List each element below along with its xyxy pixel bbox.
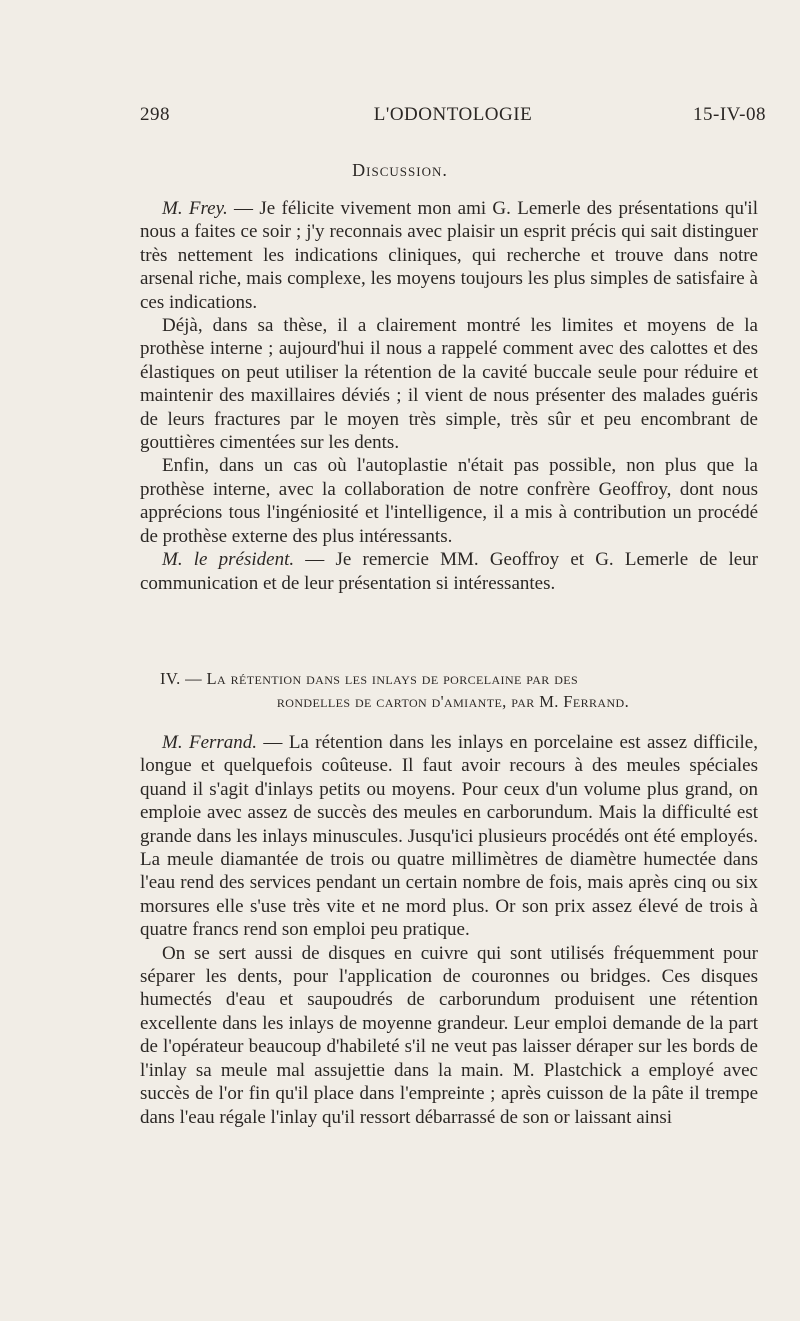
discussion-heading: Discussion. [352,160,448,180]
section-text [140,731,758,1129]
paragraph [140,197,758,314]
section-heading [140,667,766,713]
paragraph-text: — Je félicite vivement mon ami G. Lemerle des présentations qu'il nous a faites ce soir ; j'y reconnais avec plaisir un esprit précis qui sait distinguer très nettement les indications cliniques, qui recherche et trouve dans notre arsenal riche, mais complexe, les moyens toujours les plus simples de satisfaire à ces indications. [140,198,758,313]
paragraph-text: — La rétention dans les inlays en porcelaine est assez difficile, longue et quelquefois coûteuse. Il faut avoir recours à des meules spéciales quand il s'agit d'inlays petits ou moyens. Pour ceux d'un volume plus grand, on emploie avec assez de succès des meules en carborundum. Mais la difficulté est grande dans les inlays minuscules. Jusqu'ici plusieurs procédés ont été employés. La meule diamantée de trois ou quatre millimètres de diamètre humectée dans l'eau rend des services pendant un certain nombre de fois, mais après cinq ou six morsures elle s'use très vite et ne mord plus. Or son prix assez élevé de trois à quatre francs rend son emploi peu pratique. [140,732,758,941]
paragraph [140,314,758,454]
paragraph-text: Déjà, dans sa thèse, il a clairement montré les limites et moyens de la prothèse interne ; aujourd'hui il nous a rappelé comment avec des calottes et des élastiques on peut utiliser la rétention de la cavité buccale seule pour réduire et maintenir des maxillaires déviés ; il vient de nous présenter des malades guéris de leurs fractures par le moyen très simple, très sûr et peu encombrant de gouttières cimentées sur les dents. [140,315,758,454]
paragraph-text: On se sert aussi de disques en cuivre qui sont utilisés fréquemment pour séparer les dents, pour l'application de couronnes ou bridges. Ces disques humectés d'eau et saupoudrés de carborundum produisent une rétention excellente dans les inlays de moyenne grandeur. Leur emploi demande de la part de l'opérateur beaucoup d'habileté s'il ne veut pas laisser déraper sur les bords de l'inlay sa meule mal assujettie dans la main. M. Plastchick a employé avec succès de l'or fin qu'il place dans l'empreinte ; après cuisson de la pâte il trempe dans l'eau régale l'inlay qu'il ressort débarrassé de son or laissant ainsi [140,942,758,1128]
speaker-name: M. le président. [162,549,295,571]
page-number: 298 [140,104,170,125]
discussion-text [140,197,758,595]
paragraph [140,454,758,548]
issue-date: 15-IV-08 [693,104,766,125]
speaker-name: M. Frey. [162,198,228,219]
speaker-name: M. Ferrand. [162,732,258,753]
section-heading-line: IV. — La rétention dans les inlays de porcelaine par des [160,669,579,688]
journal-title: L'ODONTOLOGIE [373,104,533,125]
paragraph [140,548,758,595]
paragraph [140,942,758,1129]
paragraph-text: Enfin, dans un cas où l'autoplastie n'était pas possible, non plus que la prothèse interne, avec la collaboration de notre confrère Geoffroy, dont nous apprécions tous l'ingéniosité et l'intelligence, il a mis à contribution un procédé de prothèse externe des plus intéressants. [140,455,758,547]
paragraph-text: — Je remercie MM. Geoffroy et G. Lemerle de leur communication et de leur présentation si intéressantes. [140,549,758,594]
section-heading-line: rondelles de carton d'amiante, par M. Ferrand. [276,692,630,711]
running-header [140,104,766,134]
paragraph [140,731,758,942]
